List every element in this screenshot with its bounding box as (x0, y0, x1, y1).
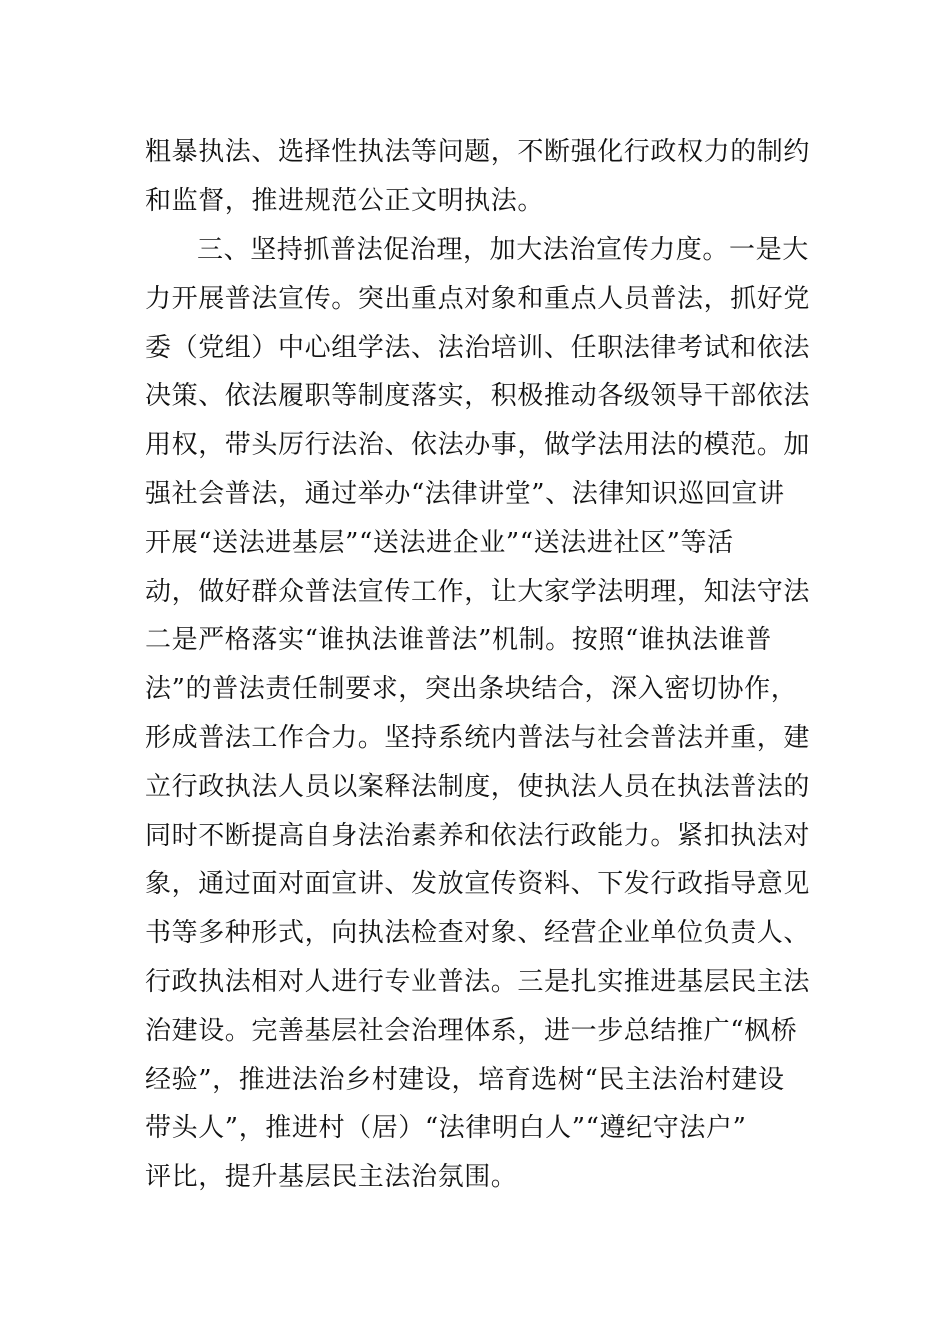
text-line: 行政执法相对人进行专业普法。三是扎实推进基层民主法 (145, 966, 811, 997)
text-line: 委（党组）中心组学法、法治培训、任职法律考试和依法 (145, 332, 811, 363)
text-line: 书等多种形式，向执法检查对象、经营企业单位负责人、 (145, 918, 811, 949)
text-line: 治建设。完善基层社会治理体系，进一步总结推广“枫桥 (145, 1015, 798, 1046)
text-line: 决策、依法履职等制度落实，积极推动各级领导干部依法 (145, 381, 811, 412)
paragraph-section-three (145, 226, 810, 1202)
text-line: 用权，带头厉行法治、依法办事，做学法用法的模范。加 (145, 430, 811, 461)
text-line: 强社会普法，通过举办“法律讲堂”、法律知识巡回宣讲 (145, 478, 785, 509)
text-line: 力开展普法宣传。突出重点对象和重点人员普法，抓好党 (145, 283, 811, 314)
text-line: 评比，提升基层民主法治氛围。 (145, 1162, 518, 1193)
text-line: 二是严格落实“谁执法谁普法”机制。按照“谁执法谁普 (145, 625, 772, 656)
text-line: 经验”，推进法治乡村建设，培育选树“民主法治村建设 (145, 1064, 785, 1095)
text-line: 象，通过面对面宣讲、发放宣传资料、下发行政指导意见 (145, 869, 811, 900)
text-line: 粗暴执法、选择性执法等问题，不断强化行政权力的制约 (145, 137, 811, 167)
text-line: 开展“送法进基层”“送法进企业”“送法进社区”等活 (145, 527, 734, 558)
text-line: 三、坚持抓普法促治理，加大法治宣传力度。一是大 (197, 235, 809, 265)
text-line: 同时不断提高自身法治素养和依法行政能力。紧扣执法对 (145, 820, 811, 851)
text-line: 形成普法工作合力。坚持系统内普法与社会普法并重，建 (145, 722, 811, 753)
paragraph-continuation (145, 128, 810, 226)
text-line: 带头人”，推进村（居）“法律明白人”“遵纪守法户” (145, 1113, 747, 1144)
text-line: 和监督，推进规范公正文明执法。 (145, 185, 545, 216)
text-line: 法”的普法责任制要求，突出条块结合，深入密切协作， (145, 674, 798, 705)
text-line: 动，做好群众普法宣传工作，让大家学法明理，知法守法 (145, 576, 811, 607)
text-line: 立行政执法人员以案释法制度，使执法人员在执法普法的 (145, 771, 811, 802)
